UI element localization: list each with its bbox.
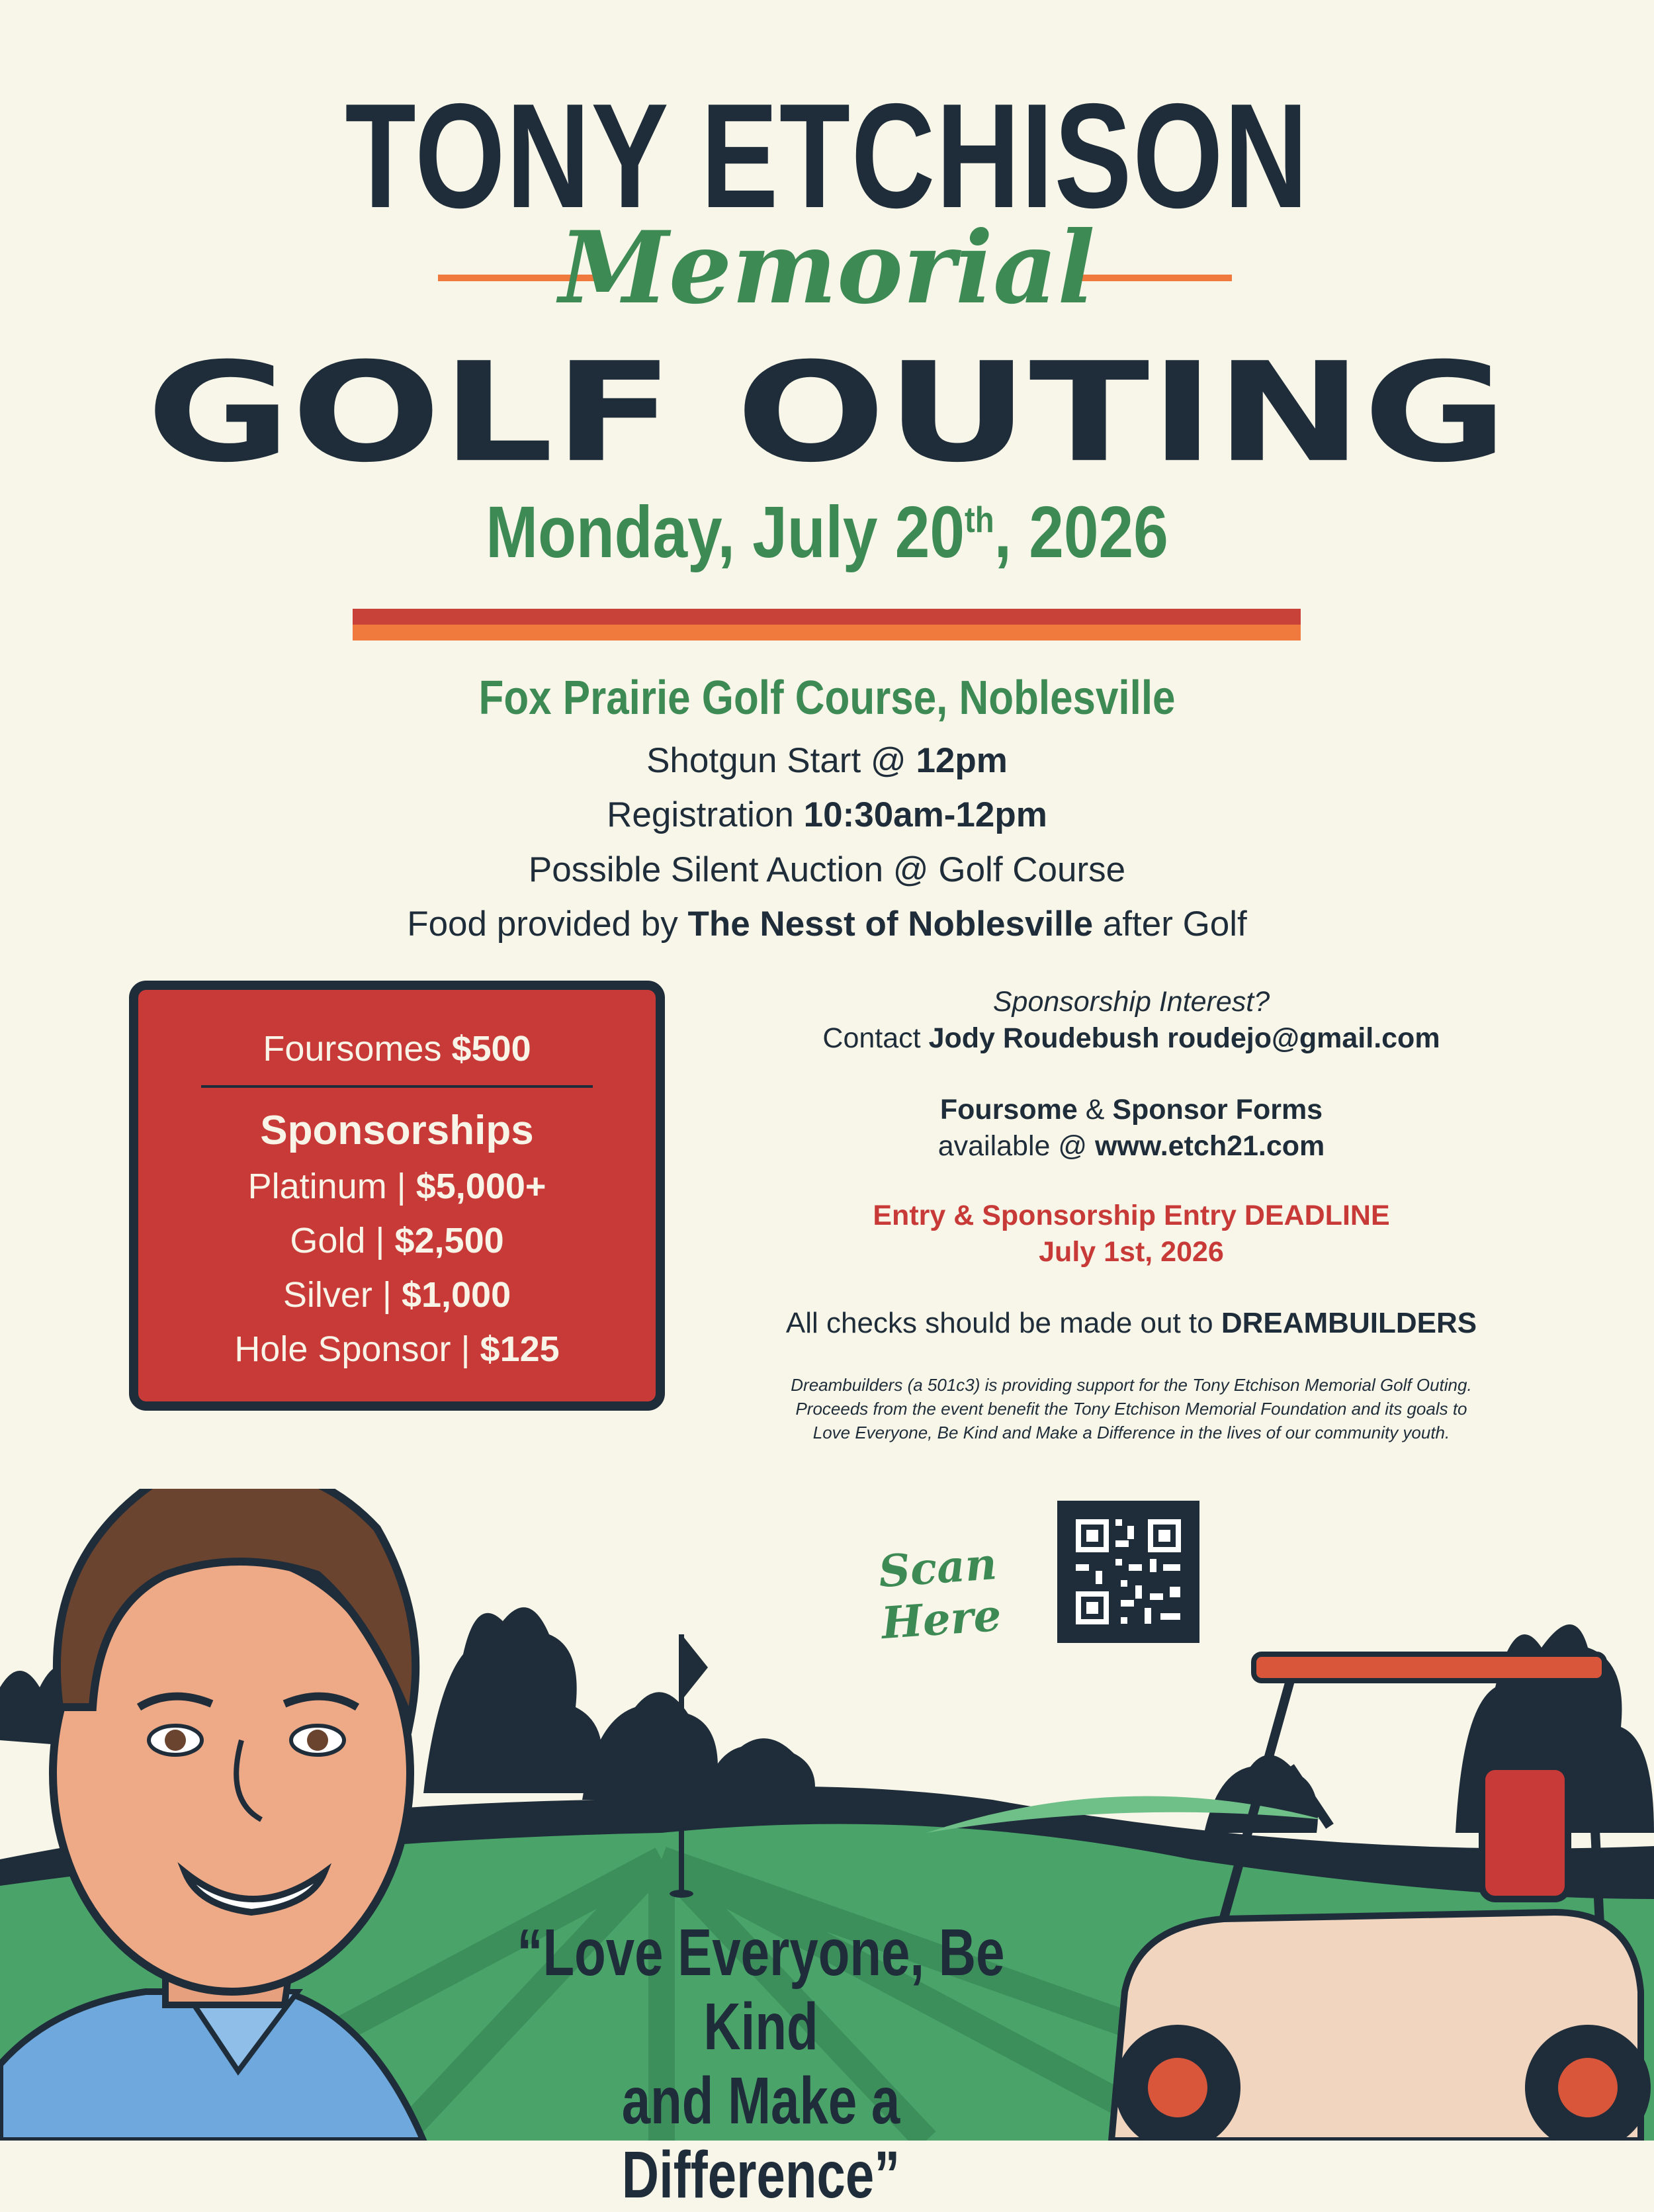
forms-foursome: Foursome: [939, 1094, 1078, 1126]
tier-label: Platinum |: [247, 1167, 416, 1206]
food-vendor: The Nesst of Noblesville: [687, 905, 1094, 944]
motto-quote: [477, 1916, 1045, 2212]
silent-auction: Possible Silent Auction @ Golf Course: [528, 850, 1126, 889]
golf-hole: [670, 1890, 693, 1898]
sponsorship-contact: [721, 1020, 1542, 1057]
scan-here-label: Scan Here: [877, 1537, 1003, 1650]
stripe-orange: [353, 625, 1301, 641]
forms-amp: &: [1077, 1094, 1113, 1126]
tier-price: $5,000+: [415, 1167, 546, 1206]
deadline-line2: July 1st, 2026: [1039, 1236, 1224, 1268]
forms-line: [721, 1092, 1542, 1128]
checks-line: [721, 1305, 1542, 1341]
contact-label: Contact: [822, 1022, 929, 1054]
tier-label: Silver |: [283, 1275, 402, 1315]
date-year: , 2026: [994, 492, 1168, 573]
tier-label: Gold |: [290, 1221, 395, 1261]
tier-silver: [138, 1268, 656, 1322]
sponsorship-question: Sponsorship Interest?: [992, 986, 1270, 1018]
tier-price: $1,000: [401, 1275, 511, 1315]
forms-sponsor: Sponsor Forms: [1112, 1094, 1323, 1126]
tier-gold: [138, 1214, 656, 1268]
sponsorships-heading: Sponsorships: [260, 1108, 534, 1153]
date-main: Monday, July 20: [486, 492, 965, 573]
deadline-line1: Entry & Sponsorship Entry DEADLINE: [873, 1200, 1390, 1231]
tier-hole-sponsor: [138, 1322, 656, 1376]
title-tony-etchison: TONY ETCHISON: [345, 72, 1309, 239]
food-post: after Golf: [1093, 905, 1247, 944]
shotgun-start: [0, 738, 1654, 784]
title-memorial: Memorial: [558, 210, 1096, 326]
quote-line2: and Make a Difference”: [621, 2064, 900, 2212]
registration-label: Registration: [607, 795, 804, 834]
checks-payee: DREAMBUILDERS: [1221, 1307, 1477, 1339]
food-pre: Food provided by: [407, 905, 688, 944]
food-provided: [0, 901, 1654, 948]
tier-label: Hole Sponsor |: [234, 1329, 480, 1369]
tier-price: $125: [480, 1329, 560, 1369]
available-label: available @: [937, 1130, 1095, 1162]
pricing-divider: [201, 1085, 593, 1088]
venue-name: Fox Prairie Golf Course, Noblesville: [478, 672, 1176, 725]
forms-available: [721, 1128, 1542, 1165]
stripe-red: [353, 609, 1301, 625]
pricing-box: [129, 981, 665, 1411]
flag-icon: [681, 1634, 708, 1701]
shotgun-label: Shotgun Start @: [646, 741, 916, 780]
registration: [0, 792, 1654, 838]
quote-line1: “Love Everyone, Be Kind: [517, 1916, 1005, 2064]
tier-platinum: [138, 1159, 656, 1214]
disclaimer: Dreambuilders (a 501c3) is providing support for the Tony Etchison Memorial Golf Outing. Proceeds from the event benefit the Tony Etchison Memorial Foundation and its goals to Love Everyone, Be Kind and Make a Difference in the lives of our community youth.: [791, 1375, 1472, 1442]
registration-time: 10:30am-12pm: [803, 795, 1047, 834]
foursomes-label: Foursomes: [263, 1029, 452, 1069]
tier-price: $2,500: [394, 1221, 504, 1261]
website-link[interactable]: www.etch21.com: [1094, 1130, 1325, 1162]
shotgun-time: 12pm: [916, 741, 1008, 780]
event-date: [116, 493, 1538, 572]
portrait-illustration: [0, 1489, 423, 2141]
foursomes-row: [138, 1022, 656, 1076]
stripe-divider: [353, 609, 1301, 641]
title-golf-outing: GOLF OUTING: [146, 333, 1508, 493]
date-suffix: th: [965, 499, 994, 540]
checks-label: All checks should be made out to: [785, 1307, 1221, 1339]
foursomes-price: $500: [451, 1029, 531, 1069]
contact-name[interactable]: Jody Roudebush roudejo@gmail.com: [928, 1022, 1440, 1054]
